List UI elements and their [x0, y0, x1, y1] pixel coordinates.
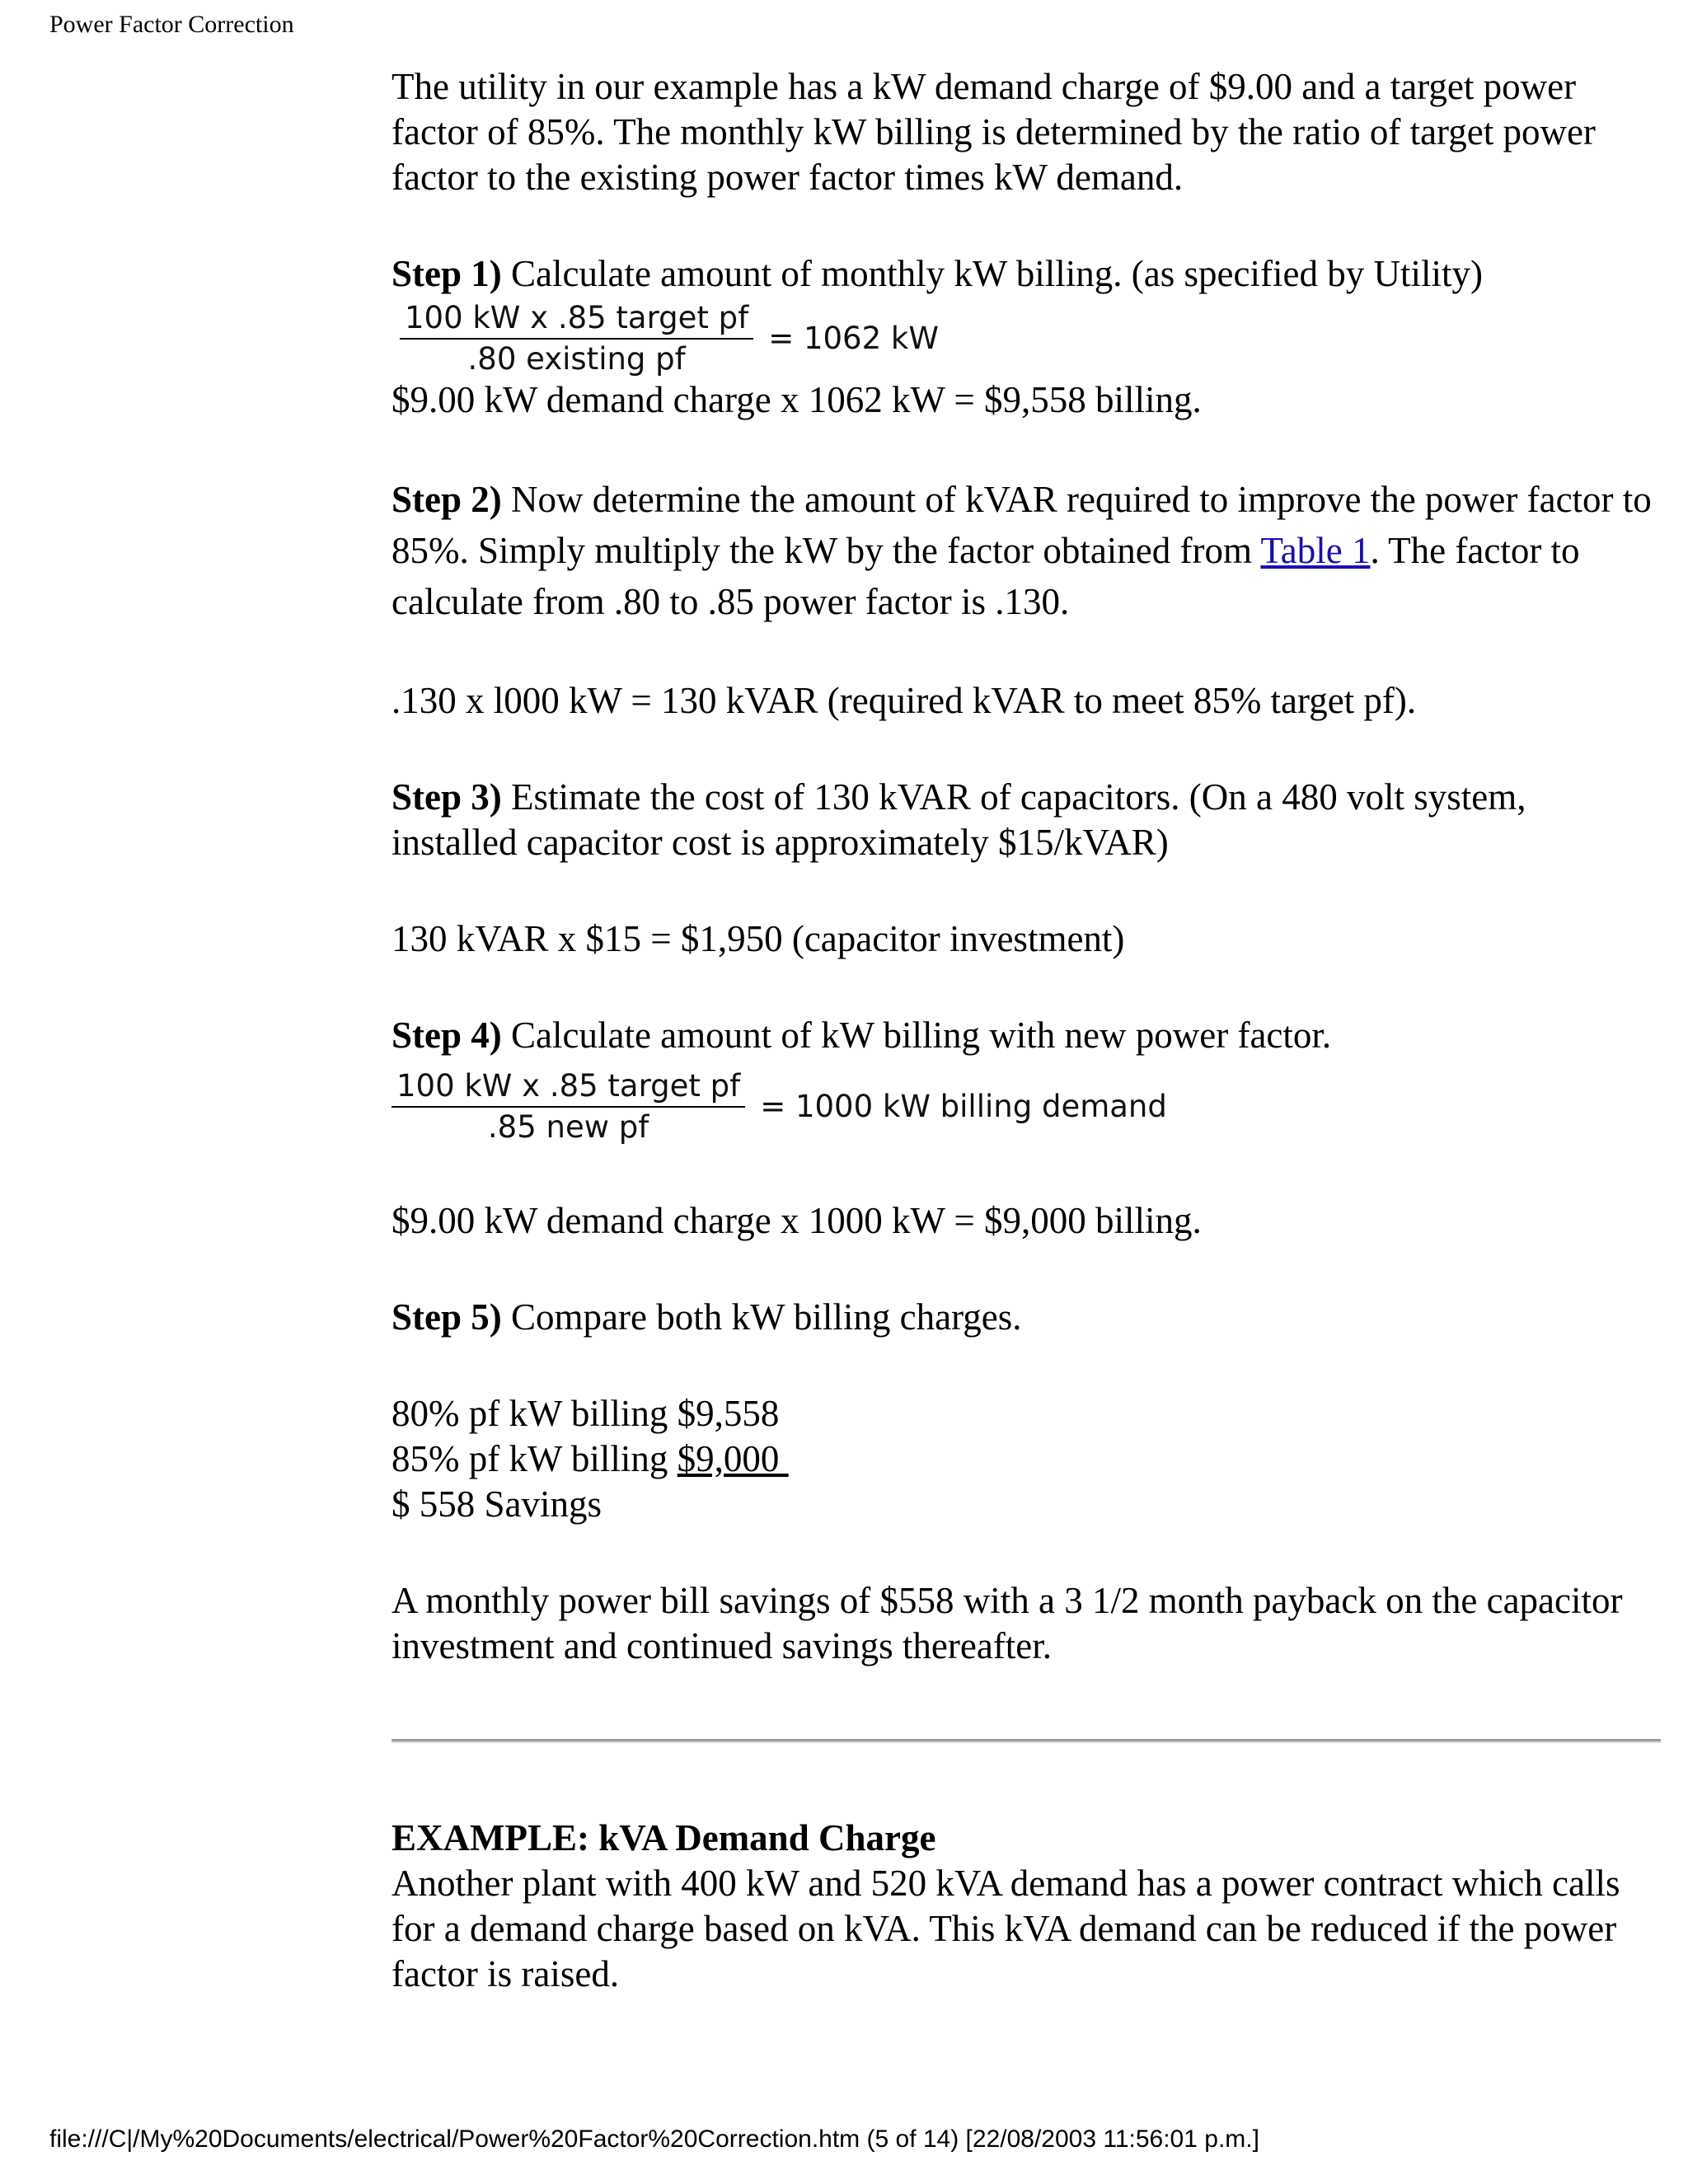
step-4-fraction [392, 1068, 745, 1146]
step-4-paragraph [392, 1013, 1661, 1058]
step-2-text-before: Now determine the amount of kVAR required to improve the power factor to 85%. Simply multiply the kW by the factor obtained from [392, 479, 1652, 571]
comparison-line-85 [392, 1436, 1661, 1482]
step-1-billing: $9.00 kW demand charge x 1062 kW = $9,558 billing. [392, 379, 1202, 420]
step-5-paragraph [392, 1295, 1661, 1340]
step-3-paragraph [392, 775, 1661, 865]
step-1-result: = 1062 kW [768, 321, 939, 356]
step-4-billing: $9.00 kW demand charge x 1000 kW = $9,000 billing. [392, 1200, 1202, 1241]
page-header-title: Power Factor Correction [49, 11, 294, 38]
example-heading-text: EXAMPLE: kVA Demand Charge [392, 1817, 936, 1858]
step-3-text: Estimate the cost of 130 kVAR of capacitors. (On a 480 volt system, installed capacitor cost is approximately $15/kVAR) [392, 776, 1526, 863]
example-paragraph: Another plant with 400 kW and 520 kVA demand has a power contract which calls for a demand charge based on kVA. This kVA demand can be reduced if the power factor is raised. [392, 1863, 1620, 1994]
step-4-denominator: .85 new pf [487, 1109, 649, 1145]
step-2-text-after: . The factor to calculate from .80 to .85 power factor is .130. [392, 530, 1580, 622]
step-4-label: Step 4) [392, 1015, 502, 1056]
step-2-label: Step 2) [392, 479, 502, 520]
step-1-formula [400, 300, 1661, 377]
horizontal-rule [392, 1739, 1661, 1743]
savings-line: $ 558 Savings [392, 1483, 603, 1525]
step-2-calculation: .130 x l000 kW = 130 kVAR (required kVAR to meet 85% target pf). [392, 680, 1417, 721]
comparison-85-amount: $9,000 [677, 1438, 789, 1479]
conclusion-paragraph: A monthly power bill savings of $558 with a 3 1/2 month payback on the capacitor investment and continued savings thereafter. [392, 1580, 1623, 1666]
page-footer-url: file:///C|/My%20Documents/electrical/Power%20Factor%20Correction.htm (5 of 14) [22/08/2003 11:56:01 p.m.] [49, 2125, 1259, 2153]
table-1-link[interactable]: Table 1 [1260, 530, 1371, 571]
step-3-label: Step 3) [392, 776, 502, 818]
step-1-text: Calculate amount of monthly kW billing. (as specified by Utility) [501, 253, 1483, 294]
step-5-label: Step 5) [392, 1296, 502, 1338]
step-2-paragraph [392, 474, 1661, 627]
example-heading [392, 1816, 1661, 1861]
step-1-label: Step 1) [392, 253, 502, 294]
step-1-fraction [400, 300, 753, 377]
comparison-85-label: 85% pf kW billing [392, 1438, 678, 1479]
step-1-denominator: .80 existing pf [467, 341, 686, 377]
step-5-text: Compare both kW billing charges. [501, 1296, 1022, 1338]
step-4-numerator: 100 kW x .85 target pf [392, 1068, 745, 1108]
intro-paragraph: The utility in our example has a kW demand charge of $9.00 and a target power factor of 85%. The monthly kW billing is determined by the ratio of target power factor to the existing power factor times kW demand. [392, 66, 1596, 198]
step-4-formula [392, 1068, 1661, 1146]
step-1-numerator: 100 kW x .85 target pf [400, 300, 753, 340]
comparison-line-80: 80% pf kW billing $9,558 [392, 1393, 780, 1434]
step-4-result: = 1000 kW billing demand [760, 1089, 1167, 1124]
step-1-paragraph [392, 251, 1661, 297]
step-3-calculation: 130 kVAR x $15 = $1,950 (capacitor investment) [392, 918, 1125, 959]
document-content [392, 64, 1661, 1997]
step-4-text: Calculate amount of kW billing with new power factor. [501, 1015, 1332, 1056]
